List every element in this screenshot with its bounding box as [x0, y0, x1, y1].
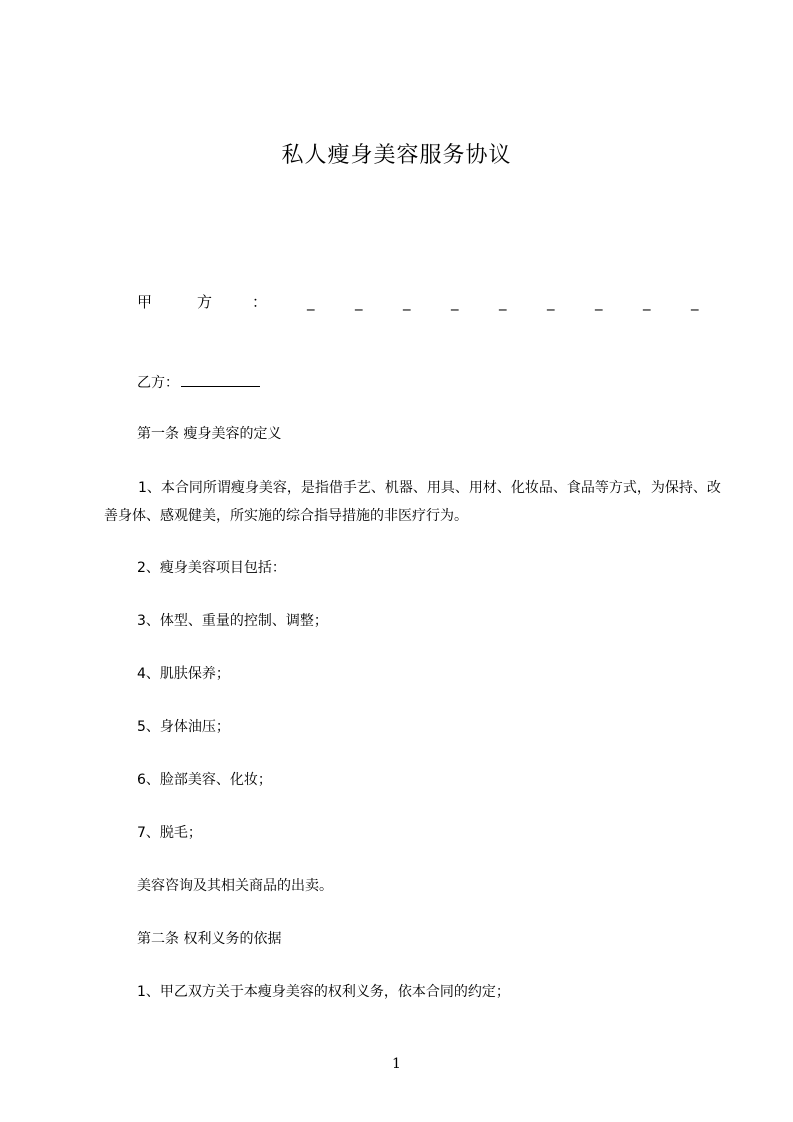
- party-a-blank: _: [547, 293, 555, 311]
- article2-item1: 1、甲乙双方关于本瘦身美容的权利义务，依本合同的约定；: [137, 984, 510, 1000]
- party-a-blank: _: [643, 293, 651, 311]
- party-b-blank: [181, 372, 260, 387]
- party-a-label-char1: 甲: [137, 293, 153, 311]
- party-a-blank: _: [499, 293, 507, 311]
- party-a-blank: _: [595, 293, 603, 311]
- document-title: 私人瘦身美容服务协议: [281, 143, 512, 168]
- article1-item5: 5、身体油压；: [137, 719, 230, 735]
- party-a-colon: ：: [252, 293, 268, 311]
- article1-item4: 4、肌肤保养；: [137, 666, 230, 682]
- party-a-blank: _: [307, 293, 315, 311]
- party-a-blank: _: [355, 293, 363, 311]
- party-b-line: [137, 372, 260, 393]
- party-a-label-char2: 方: [197, 293, 213, 311]
- party-a-blank: _: [691, 293, 699, 311]
- article1-item7: 7、脱毛；: [137, 825, 202, 841]
- article1-item3: 3、体型、重量的控制、调整；: [137, 613, 328, 629]
- party-a-line: [137, 290, 707, 314]
- page-number: 1: [392, 1056, 401, 1072]
- article1-item1: 1、本合同所谓瘦身美容，是指借手艺、机器、用具、用材、化妆品、食品等方式，为保持、改善身体、感观健美，所实施的综合指导措施的非医疗行为。: [104, 480, 721, 524]
- article1-heading: 第一条 瘦身美容的定义: [137, 426, 282, 442]
- article2-heading: 第二条 权利义务的依据: [137, 931, 282, 947]
- party-a-blank: _: [451, 293, 459, 311]
- article1-item2: 2、瘦身美容项目包括：: [137, 560, 286, 576]
- party-b-label: 乙方：: [137, 375, 179, 391]
- article1-item8: 美容咨询及其相关商品的出卖。: [137, 878, 333, 894]
- party-a-blank: _: [403, 293, 411, 311]
- article1-item6: 6、脸部美容、化妆；: [137, 772, 272, 788]
